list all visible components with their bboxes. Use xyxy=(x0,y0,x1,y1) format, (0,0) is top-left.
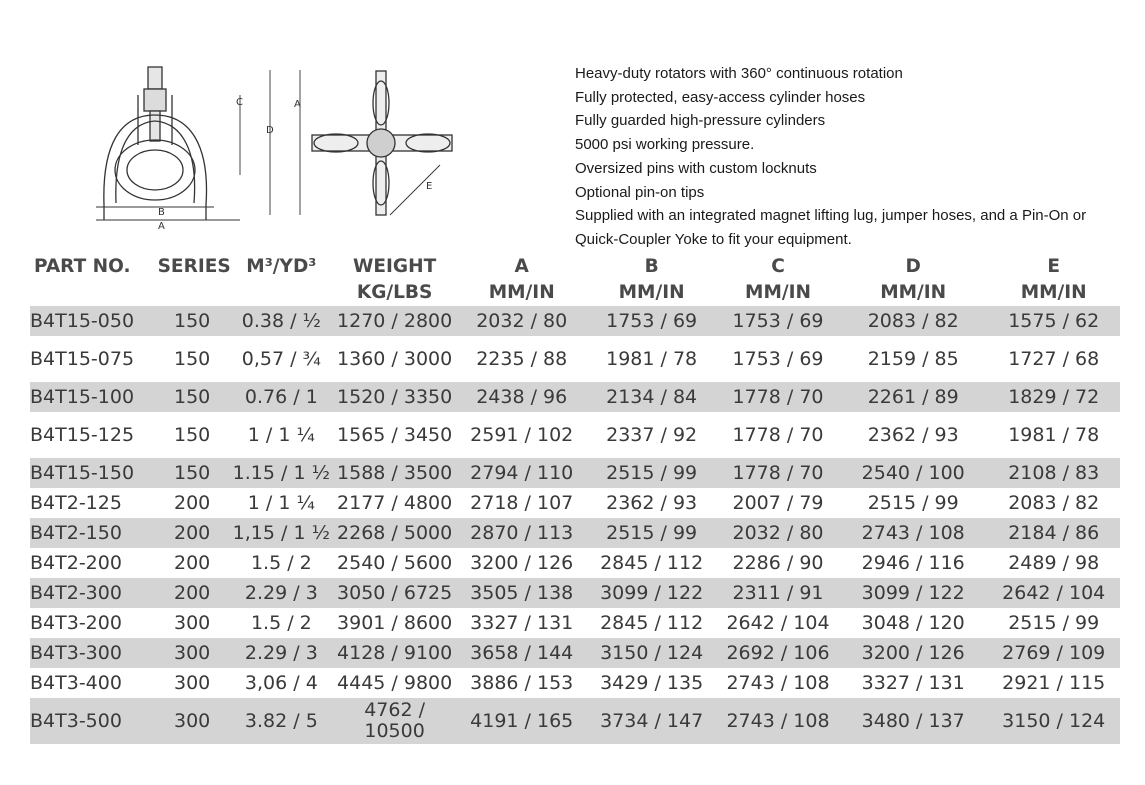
grapple-drawings xyxy=(90,55,470,235)
cell-c: 1753 / 69 xyxy=(717,306,839,336)
table-row xyxy=(30,458,1120,488)
feature-item: Supplied with an integrated magnet lifting lug, jumper hoses, and a Pin-On or Quick-Coupler Yoke to fit your equipment. xyxy=(575,207,1087,248)
cell-volume: 1.15 / 1 ½ xyxy=(231,458,332,488)
cell-part: B4T15-050 xyxy=(30,306,154,336)
cell-weight: 2268 / 5000 xyxy=(332,518,457,548)
cell-a: 3327 / 131 xyxy=(470,611,574,634)
cell-c: 2692 / 106 xyxy=(717,638,839,668)
feature-item: Oversized pins with custom locknuts xyxy=(575,159,817,177)
cell-a: 2438 / 96 xyxy=(457,382,586,412)
cell-e: 2083 / 82 xyxy=(1008,491,1100,514)
header-d xyxy=(839,254,987,306)
cell-volume: 2.29 / 3 xyxy=(231,638,332,668)
cell-d: 2515 / 99 xyxy=(867,491,959,514)
table-header-row xyxy=(30,254,1120,306)
cell-series: 150 xyxy=(174,423,211,446)
cell-weight: 4762 / 10500 xyxy=(332,698,457,744)
diagram-label-d: D xyxy=(266,125,274,136)
table-row xyxy=(30,336,1120,382)
cell-d: 2362 / 93 xyxy=(867,423,959,446)
cell-e: 2642 / 104 xyxy=(987,578,1120,608)
table-row xyxy=(30,698,1120,744)
header-volume: M³/YD³ xyxy=(246,256,317,277)
table-row xyxy=(30,548,1120,578)
cell-series: 300 xyxy=(174,671,211,694)
cell-part: B4T3-500 xyxy=(30,698,154,744)
cell-a: 3886 / 153 xyxy=(470,671,574,694)
cell-weight: 1565 / 3450 xyxy=(337,423,453,446)
table-row xyxy=(30,638,1120,668)
header-e-line2: MM/IN xyxy=(1020,282,1087,303)
cell-series: 300 xyxy=(154,638,231,668)
header-series: SERIES xyxy=(157,256,231,277)
cell-e: 2184 / 86 xyxy=(987,518,1120,548)
cell-volume: 1.5 / 2 xyxy=(250,551,312,574)
feature-item: Optional pin-on tips xyxy=(575,183,705,201)
cell-c: 2286 / 90 xyxy=(732,551,824,574)
cell-d: 3327 / 131 xyxy=(861,671,965,694)
cell-d: 2083 / 82 xyxy=(839,306,987,336)
cell-c: 2007 / 79 xyxy=(732,491,824,514)
cell-a: 3200 / 126 xyxy=(470,551,574,574)
header-d-line1: D xyxy=(905,256,921,277)
cell-e: 2921 / 115 xyxy=(1002,671,1106,694)
cell-e: 1575 / 62 xyxy=(987,306,1120,336)
cell-part: B4T3-300 xyxy=(30,638,154,668)
header-weight-line1: WEIGHT xyxy=(353,256,437,277)
feature-item: Heavy-duty rotators with 360° continuous rotation xyxy=(575,65,903,82)
cell-c: 1753 / 69 xyxy=(732,347,824,370)
cell-c: 2032 / 80 xyxy=(717,518,839,548)
side-view-drawing xyxy=(96,67,270,220)
cell-b: 2845 / 112 xyxy=(600,611,704,634)
cell-weight: 2177 / 4800 xyxy=(337,491,453,514)
cell-a: 3658 / 144 xyxy=(457,638,586,668)
cell-d: 3048 / 120 xyxy=(861,611,965,634)
cell-a: 2794 / 110 xyxy=(457,458,586,488)
diagram-label-e: E xyxy=(426,181,433,192)
cell-a: 2591 / 102 xyxy=(470,423,574,446)
cell-series: 300 xyxy=(174,611,211,634)
header-a-line1: A xyxy=(514,256,529,277)
cell-c: 1778 / 70 xyxy=(717,382,839,412)
cell-part: B4T2-125 xyxy=(30,491,122,514)
cell-a: 2718 / 107 xyxy=(470,491,574,514)
header-e xyxy=(987,254,1120,306)
cell-c: 2743 / 108 xyxy=(726,671,830,694)
cell-volume: 1.5 / 2 xyxy=(250,611,312,634)
cell-d: 2261 / 89 xyxy=(839,382,987,412)
cell-a: 2235 / 88 xyxy=(476,347,568,370)
cell-b: 2515 / 99 xyxy=(586,518,717,548)
cell-volume: 1 / 1 ¼ xyxy=(247,423,315,446)
header-e-line1: E xyxy=(1047,256,1061,277)
cell-volume: 0.76 / 1 xyxy=(231,382,332,412)
cell-series: 200 xyxy=(174,491,211,514)
cell-b: 2515 / 99 xyxy=(586,458,717,488)
cell-e: 2489 / 98 xyxy=(1008,551,1100,574)
cell-series: 150 xyxy=(154,306,231,336)
diagram-label-a: A xyxy=(158,221,165,232)
cell-part: B4T2-300 xyxy=(30,578,154,608)
header-b xyxy=(586,254,717,306)
cell-volume: 3.82 / 5 xyxy=(231,698,332,744)
cell-weight: 1520 / 3350 xyxy=(332,382,457,412)
cell-series: 200 xyxy=(154,518,231,548)
diagram-label-b: B xyxy=(158,207,165,218)
header-c-line2: MM/IN xyxy=(745,282,811,303)
cell-weight: 4445 / 9800 xyxy=(337,671,453,694)
header-weight xyxy=(332,254,457,306)
cell-part: B4T3-200 xyxy=(30,611,122,634)
cell-series: 150 xyxy=(154,382,231,412)
top-view-drawing xyxy=(300,70,452,215)
feature-item: 5000 psi working pressure. xyxy=(575,136,755,154)
cell-series: 150 xyxy=(174,347,211,370)
header-weight-line2: KG/LBS xyxy=(356,282,433,303)
table-row xyxy=(30,382,1120,412)
cell-weight: 3050 / 6725 xyxy=(332,578,457,608)
table-row xyxy=(30,668,1120,698)
cell-b: 1753 / 69 xyxy=(586,306,717,336)
cell-d: 3099 / 122 xyxy=(839,578,987,608)
cell-series: 300 xyxy=(154,698,231,744)
cell-e: 3150 / 124 xyxy=(987,698,1120,744)
cell-d: 2743 / 108 xyxy=(839,518,987,548)
cell-volume: 2.29 / 3 xyxy=(231,578,332,608)
cell-part: B4T15-100 xyxy=(30,382,154,412)
cell-b: 3099 / 122 xyxy=(586,578,717,608)
table-row xyxy=(30,578,1120,608)
cell-b: 1981 / 78 xyxy=(606,347,698,370)
cell-e: 2108 / 83 xyxy=(987,458,1120,488)
table-row xyxy=(30,608,1120,638)
cell-e: 1727 / 68 xyxy=(1008,347,1100,370)
cell-d: 3200 / 126 xyxy=(839,638,987,668)
cell-e: 1829 / 72 xyxy=(987,382,1120,412)
cell-d: 2540 / 100 xyxy=(839,458,987,488)
cell-d: 2159 / 85 xyxy=(867,347,959,370)
header-a xyxy=(457,254,586,306)
cell-volume: 0,57 / ¾ xyxy=(241,347,321,370)
cell-weight: 3901 / 8600 xyxy=(337,611,453,634)
header-c-line1: C xyxy=(771,256,785,277)
grapple-diagram xyxy=(90,55,470,235)
cell-a: 2032 / 80 xyxy=(457,306,586,336)
cell-a: 2870 / 113 xyxy=(457,518,586,548)
cell-c: 2311 / 91 xyxy=(717,578,839,608)
cell-b: 2337 / 92 xyxy=(606,423,698,446)
cell-c: 2642 / 104 xyxy=(726,611,830,634)
cell-weight: 1588 / 3500 xyxy=(332,458,457,488)
cell-part: B4T15-150 xyxy=(30,458,154,488)
cell-part: B4T15-125 xyxy=(30,423,135,446)
cell-weight: 1270 / 2800 xyxy=(332,306,457,336)
cell-part: B4T15-075 xyxy=(30,347,135,370)
cell-e: 1981 / 78 xyxy=(1008,423,1100,446)
cell-e: 2769 / 109 xyxy=(987,638,1120,668)
cell-part: B4T2-200 xyxy=(30,551,122,574)
diagram-label-top-a: A xyxy=(294,99,301,110)
feature-item: Fully guarded high-pressure cylinders xyxy=(575,112,826,130)
header-part: PART NO. xyxy=(34,256,131,277)
cell-b: 3429 / 135 xyxy=(600,671,704,694)
feature-item: Fully protected, easy-access cylinder hoses xyxy=(575,88,866,106)
header-b-line1: B xyxy=(644,256,659,277)
cell-e: 2515 / 99 xyxy=(1008,611,1100,634)
spec-table xyxy=(30,254,1120,744)
cell-series: 150 xyxy=(154,458,231,488)
cell-series: 200 xyxy=(174,551,211,574)
cell-weight: 1360 / 3000 xyxy=(337,347,453,370)
cell-c: 1778 / 70 xyxy=(732,423,824,446)
cell-b: 2134 / 84 xyxy=(586,382,717,412)
cell-part: B4T3-400 xyxy=(30,671,122,694)
cell-volume: 0.38 / ½ xyxy=(231,306,332,336)
cell-d: 3480 / 137 xyxy=(839,698,987,744)
cell-d: 2946 / 116 xyxy=(861,551,965,574)
cell-b: 2362 / 93 xyxy=(606,491,698,514)
cell-b: 2845 / 112 xyxy=(600,551,704,574)
table-row xyxy=(30,306,1120,336)
table-row xyxy=(30,488,1120,518)
cell-a: 4191 / 165 xyxy=(457,698,586,744)
cell-series: 200 xyxy=(154,578,231,608)
cell-weight: 2540 / 5600 xyxy=(337,551,453,574)
cell-part: B4T2-150 xyxy=(30,518,154,548)
cell-c: 2743 / 108 xyxy=(717,698,839,744)
header-d-line2: MM/IN xyxy=(880,282,947,303)
cell-volume: 1 / 1 ¼ xyxy=(247,491,315,514)
cell-volume: 1,15 / 1 ½ xyxy=(231,518,332,548)
header-c xyxy=(717,254,839,306)
cell-c: 1778 / 70 xyxy=(717,458,839,488)
header-b-line2: MM/IN xyxy=(618,282,685,303)
diagram-label-c: C xyxy=(236,97,243,108)
cell-weight: 4128 / 9100 xyxy=(332,638,457,668)
table-row xyxy=(30,518,1120,548)
cell-b: 3734 / 147 xyxy=(586,698,717,744)
cell-b: 3150 / 124 xyxy=(586,638,717,668)
feature-list xyxy=(575,62,1095,252)
cell-a: 3505 / 138 xyxy=(457,578,586,608)
cell-volume: 3,06 / 4 xyxy=(244,671,318,694)
table-row xyxy=(30,412,1120,458)
header-a-line2: MM/IN xyxy=(488,282,555,303)
